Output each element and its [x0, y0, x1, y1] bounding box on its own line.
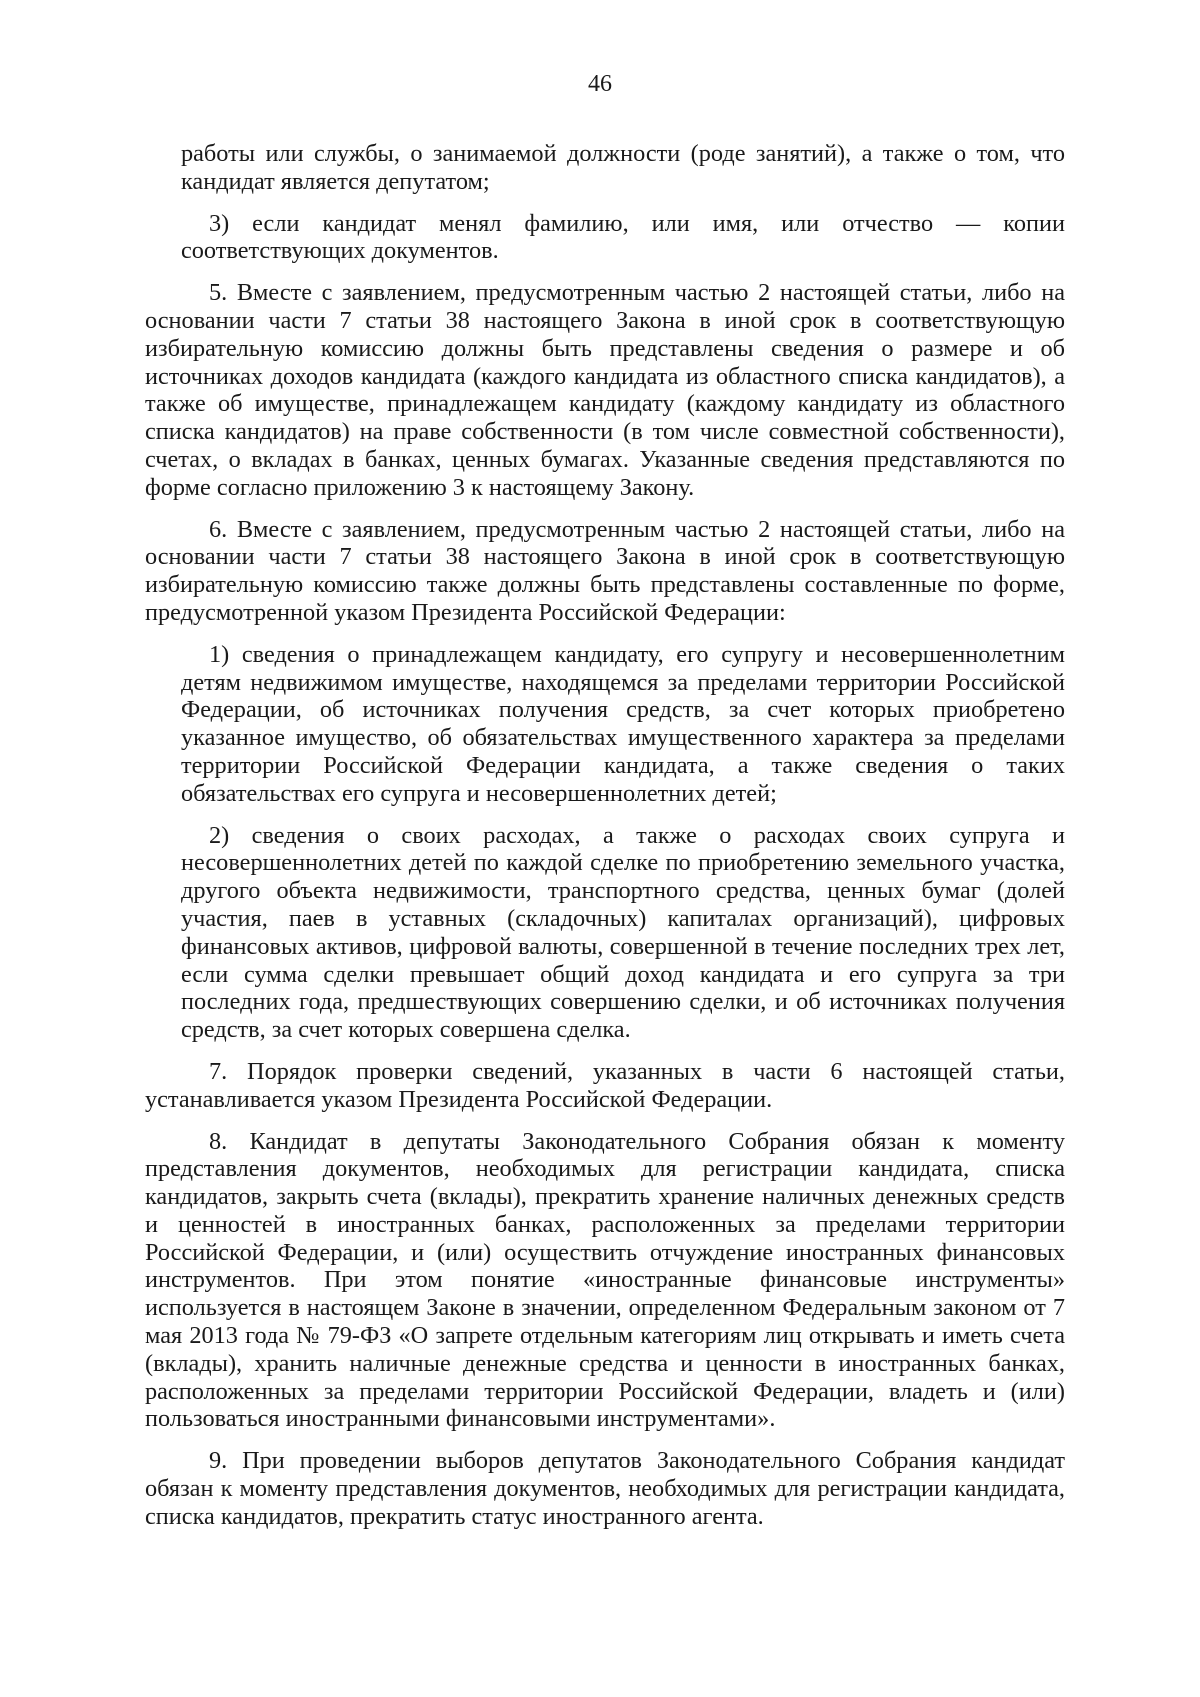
paragraph-9: 9. При проведении выборов депутатов Законодательного Собрания кандидат обязан к моменту представления документов, необходимых для регистрации кандидата, списка кандидатов, прекратить статус иностранного агента.: [145, 1447, 1065, 1530]
paragraph-6: 6. Вместе с заявлением, предусмотренным частью 2 настоящей статьи, либо на основании части 7 статьи 38 настоящего Закона в иной срок в соответствующую избирательную комиссию также должны быть представлены составленные по форме, предусмотренной указом Президента Российской Федерации:: [145, 515, 1065, 626]
list-item-2: 2) сведения о своих расходах, а также о расходах своих супруга и несовершеннолетних детей по каждой сделке по приобретению земельного участка, другого объекта недвижимости, транспортного средства, ценных бумаг (долей участия, паев в уставных (складочных) капиталах организаций), цифровых финансовых активов, цифровой валюты, совершенной в течение последних трех лет, если сумма сделки превышает общий доход кандидата и его супруга за три последних года, предшествующих совершению сделки, и об источниках получения средств, за счет которых совершена сделка.: [181, 821, 1065, 1044]
list-item-3: 3) если кандидат менял фамилию, или имя, или отчество — копии соответствующих документов.: [181, 209, 1065, 265]
paragraph-7: 7. Порядок проверки сведений, указанных в части 6 настоящей статьи, устанавливается указом Президента Российской Федерации.: [145, 1057, 1065, 1113]
page-number: 46: [588, 71, 612, 97]
paragraph-continuation: работы или службы, о занимаемой должности (роде занятий), а также о том, что кандидат является депутатом;: [181, 140, 1065, 195]
paragraph-8: 8. Кандидат в депутаты Законодательного Собрания обязан к моменту представления документов, необходимых для регистрации кандидата, списка кандидатов, закрыть счета (вклады), прекратить хранение наличных денежных средств и ценностей в иностранных банках, расположенных за пределами территории Российской Федерации, и (или) осуществить отчуждение иностранных финансовых инструментов. При этом понятие «иностранные финансовые инструменты» используется в настоящем Законе в значении, определенном Федеральным законом от 7 мая 2013 года № 79-ФЗ «О запрете отдельным категориям лиц открывать и иметь счета (вклады), хранить наличные денежные средства и ценности в иностранных банках, расположенных за пределами территории Российской Федерации, владеть и (или) пользоваться иностранными финансовыми инструментами».: [145, 1127, 1065, 1433]
list-item-1: 1) сведения о принадлежащем кандидату, его супругу и несовершеннолетним детям недвижимом имуществе, находящемся за пределами территории Российской Федерации, об источниках получения средств, за счет которых приобретено указанное имущество, об обязательствах имущественного характера за пределами территории Российской Федерации кандидата, а также сведения о таких обязательствах его супруга и несовершеннолетних детей;: [181, 640, 1065, 807]
paragraph-5: 5. Вместе с заявлением, предусмотренным частью 2 настоящей статьи, либо на основании части 7 статьи 38 настоящего Закона в иной срок в соответствующую избирательную комиссию должны быть представлены сведения о размере и об источниках доходов кандидата (каждого кандидата из областного списка кандидатов), а также об имуществе, принадлежащем кандидату (каждому кандидату из областного списка кандидатов) на праве собственности (в том числе совместной собственности), счетах, о вкладах в банках, ценных бумагах. Указанные сведения представляются по форме согласно приложению 3 к настоящему Закону.: [145, 279, 1065, 501]
document-body: [145, 140, 1065, 1545]
